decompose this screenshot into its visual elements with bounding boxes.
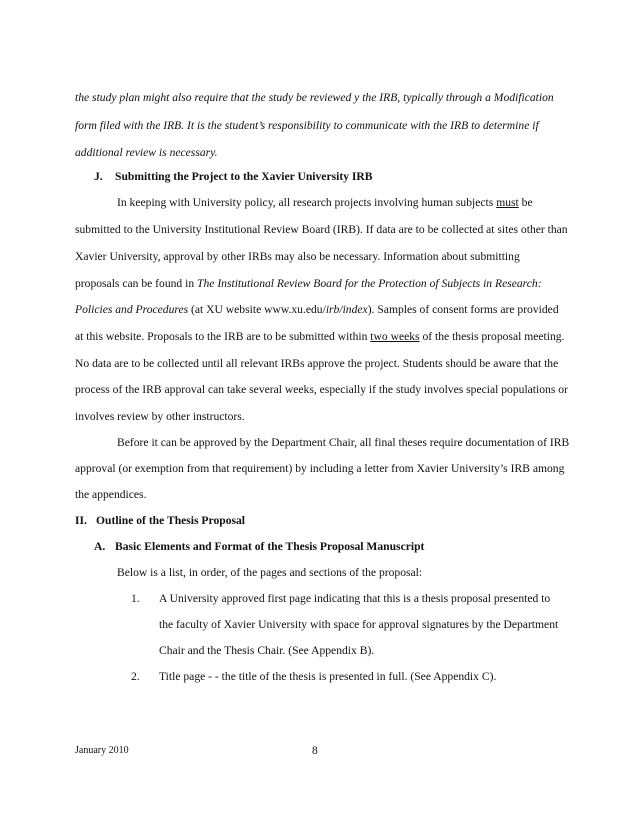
section-j-p1-line-9: involves review by other instructors. xyxy=(75,410,245,423)
list-item-1-line-3: Chair and the Thesis Chair. (See Appendix B). xyxy=(159,644,375,657)
section-j-p1-line-8: process of the IRB approval can take several weeks, especially if the study involves special populations or xyxy=(75,383,568,396)
page-number: 8 xyxy=(312,745,318,757)
section-j-p2-line-2: approval (or exemption from that requirement) by including a letter from Xavier University’s IRB among xyxy=(75,462,565,475)
section-j-p2-line-3: the appendices. xyxy=(75,488,147,501)
section-j-p1-line-4: proposals can be found in The Institutional Review Board for the Protection of Subjects in Research: xyxy=(75,277,542,290)
section-j-p1-line-7: No data are to be collected until all relevant IRBs approve the project. Students should be aware that the xyxy=(75,357,559,370)
section-a-letter: A. xyxy=(94,540,106,553)
section-a-intro: Below is a list, in order, of the pages and sections of the proposal: xyxy=(117,566,423,579)
section-j-p1-line-1: In keeping with University policy, all research projects involving human subjects must be xyxy=(117,196,533,209)
two-weeks-emphasis: two weeks xyxy=(370,330,420,343)
section-a-title: Basic Elements and Format of the Thesis Proposal Manuscript xyxy=(115,540,425,553)
list-item-1-line-2: the faculty of Xavier University with space for approval signatures by the Department xyxy=(159,618,559,631)
section-j-p1-line-6: at this website. Proposals to the IRB are to be submitted within two weeks of the thesis proposal meeting. xyxy=(75,330,565,343)
section-ii-title: Outline of the Thesis Proposal xyxy=(96,514,246,527)
irb-document-title: The Institutional Review Board for the Protection of Subjects in Research: xyxy=(197,277,542,290)
section-j-letter: J. xyxy=(94,170,103,183)
list-item-1-line-1: A University approved first page indicating that this is a thesis proposal presented to xyxy=(159,592,551,605)
intro-line-2: form filed with the IRB. It is the student’s responsibility to communicate with the IRB to determine if xyxy=(75,119,539,132)
section-j-p1-line-3: Xavier University, approval by other IRBs may also be necessary. Information about submitting xyxy=(75,250,520,263)
list-item-number: 1. xyxy=(131,592,140,605)
section-ii-number: II. xyxy=(75,514,87,527)
list-item-2-line-1: Title page - - the title of the thesis is presented in full. (See Appendix C). xyxy=(159,670,497,683)
intro-line-3: additional review is necessary. xyxy=(75,146,218,159)
section-j-p1-line-5: Policies and Procedures (at XU website www.xu.edu/irb/index). Samples of consent forms are provided xyxy=(75,303,559,316)
list-item-number: 2. xyxy=(131,670,140,683)
section-j-title: Submitting the Project to the Xavier University IRB xyxy=(115,170,373,183)
intro-line-1: the study plan might also require that the study be reviewed y the IRB, typically through a Modification xyxy=(75,91,554,104)
section-j-p1-line-2: submitted to the University Institutional Review Board (IRB). If data are to be collected at sites other than xyxy=(75,223,568,236)
footer-date: January 2010 xyxy=(75,745,129,756)
section-j-p2-line-1: Before it can be approved by the Department Chair, all final theses require documentation of IRB xyxy=(117,436,570,449)
must-emphasis: must xyxy=(496,196,519,209)
